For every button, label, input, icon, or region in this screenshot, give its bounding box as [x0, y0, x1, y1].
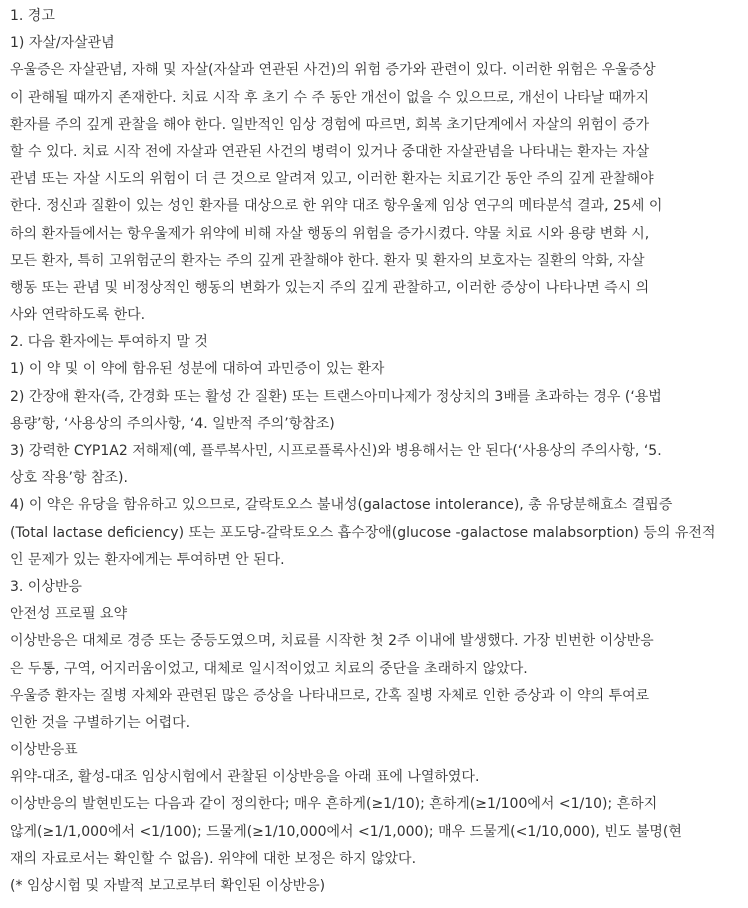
document-body [10, 3, 740, 900]
paragraph-line: 하의 환자들에서는 항우울제가 위약에 비해 자살 행동의 위험을 증가시켰다. 약물 치료 시와 용량 변화 시, [10, 225, 650, 242]
section-heading-contraindications: 2. 다음 환자에는 투여하지 말 것 [10, 334, 208, 351]
section-heading-adverse-reactions: 3. 이상반응 [10, 578, 82, 595]
subsection-heading-safety-profile: 안전성 프로필 요약 [10, 606, 128, 623]
paragraph-line: 않게(≥1/1,000에서 <1/100); 드물게(≥1/10,000에서 <1/1,000); 매우 드물게(<1/10,000), 빈도 불명(현 [10, 823, 682, 840]
paragraph-line: 은 두통, 구역, 어지러움이었고, 대체로 일시적이었고 치료의 중단을 초래하지 않았다. [10, 660, 528, 677]
paragraph-line: 사와 연락하도록 한다. [10, 307, 146, 324]
paragraph-line: 이상반응은 대체로 경증 또는 중등도였으며, 치료를 시작한 첫 2주 이내에 발생했다. 가장 빈번한 이상반응 [10, 633, 654, 650]
paragraph-line: 재의 자료로서는 확인할 수 없음). 위약에 대한 보정은 하지 않았다. [10, 850, 417, 867]
list-item-continuation: (Total lactase deficiency) 또는 포도당-갈락토오스 흡수장애(glucose -galactose malabsorption) 등의 유전적 [10, 524, 716, 541]
paragraph-line: 인한 것을 구별하기는 어렵다. [10, 714, 191, 731]
paragraph-line: 우울증 환자는 질병 자체와 관련된 많은 증상을 나타내므로, 간혹 질병 자체로 인한 증상과 이 약의 투여로 [10, 687, 650, 704]
list-item: 2) 간장애 환자(즉, 간경화 또는 활성 간 질환) 또는 트랜스아미나제가 정상치의 3배를 초과하는 경우 (‘용법 [10, 388, 662, 405]
paragraph-line: 한다. 정신과 질환이 있는 성인 환자를 대상으로 한 위약 대조 항우울제 임상 연구의 메타분석 결과, 25세 이 [10, 198, 663, 215]
list-item-continuation: 상호 작용’항 참조). [10, 470, 128, 487]
paragraph-line: 모든 환자, 특히 고위험군의 환자는 주의 깊게 관찰해야 한다. 환자 및 환자의 보호자는 질환의 악화, 자살 [10, 252, 645, 269]
list-item-continuation: 용량’항, ‘사용상의 주의사항, ‘4. 일반적 주의’항참조) [10, 415, 335, 432]
paragraph-line: 이 관해될 때까지 존재한다. 치료 시작 후 초기 수 주 동안 개선이 없을 수 있으므로, 개선이 나타날 때까지 [10, 89, 650, 106]
list-item: 1) 이 약 및 이 약에 함유된 성분에 대하여 과민증이 있는 환자 [10, 361, 385, 378]
section-heading-warning: 1. 경고 [10, 8, 55, 24]
paragraph-line: 관념 또는 자살 시도의 위험이 더 큰 것으로 알려져 있고, 이러한 환자는 치료기간 동안 주의 깊게 관찰해야 [10, 171, 654, 188]
paragraph-line: 위약-대조, 활성-대조 임상시험에서 관찰된 이상반응을 아래 표에 나열하였다. [10, 769, 480, 786]
list-item: 4) 이 약은 유당을 함유하고 있으므로, 갈락토오스 불내성(galactose intolerance), 총 유당분해효소 결핍증 [10, 497, 673, 514]
paragraph-line: 할 수 있다. 치료 시작 전에 자살과 연관된 사건의 병력이 있거나 중대한 자살관념을 나타내는 환자는 자살 [10, 143, 650, 160]
list-item: 3) 강력한 CYP1A2 저해제(예, 플루복사민, 시프로플록사신)와 병용해서는 안 된다(‘사용상의 주의사항, ‘5. [10, 443, 662, 459]
paragraph-line: 우울증은 자살관념, 자해 및 자살(자살과 연관된 사건)의 위험 증가와 관련이 있다. 이러한 위험은 우울증상 [10, 62, 656, 79]
subsection-heading-suicide: 1) 자살/자살관념 [10, 35, 115, 52]
subsection-heading-adverse-table: 이상반응표 [10, 742, 78, 759]
paragraph-line: 이상반응의 발현빈도는 다음과 같이 정의한다; 매우 흔하게(≥1/10); 흔하게(≥1/100에서 <1/10); 흔하지 [10, 796, 658, 813]
paragraph-line: 환자를 주의 깊게 관찰을 해야 한다. 일반적인 임상 경험에 따르면, 회복 초기단계에서 자살의 위험이 증가 [10, 116, 650, 133]
footnote: (* 임상시험 및 자발적 보고로부터 확인된 이상반응) [10, 878, 326, 894]
list-item-continuation: 인 문제가 있는 환자에게는 투여하면 안 된다. [10, 551, 285, 568]
paragraph-line: 행동 또는 관념 및 비정상적인 행동의 변화가 있는지 주의 깊게 관찰하고, 이러한 증상이 나타나면 즉시 의 [10, 279, 650, 296]
